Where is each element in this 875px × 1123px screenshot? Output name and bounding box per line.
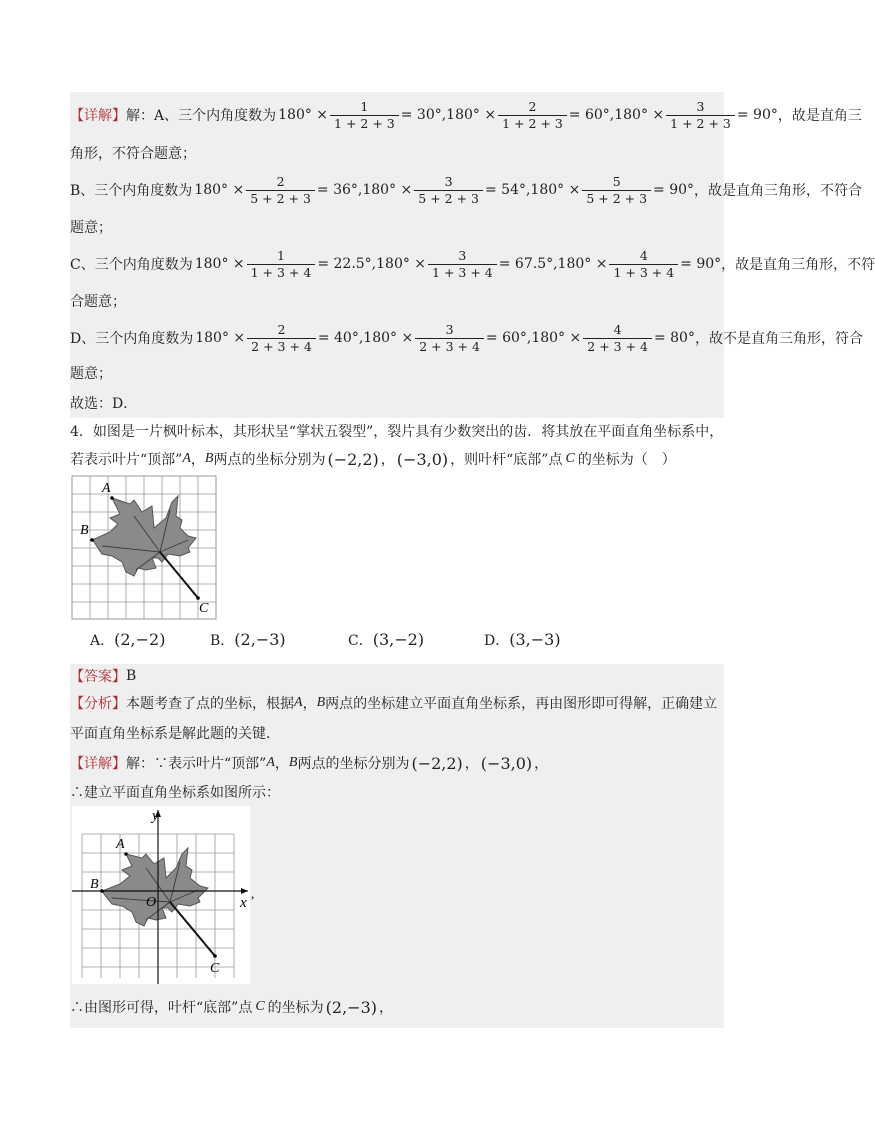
fig2-label-x: x (240, 895, 247, 911)
line-a-wrap (70, 136, 724, 170)
fraction (498, 99, 567, 131)
q4-text: ，则叶杆“底部”点 (450, 452, 563, 468)
line-lead: B、三个内角度数为 (70, 183, 193, 199)
fig2-label-a: A (116, 837, 125, 852)
fraction (583, 322, 652, 354)
fig1-label-c: C (199, 601, 209, 616)
q4-text: 两点的坐标分别为 (213, 452, 326, 468)
q4-line2 (70, 444, 724, 474)
numerator: 4 (639, 247, 648, 263)
analysis-text: 本题考查了点的坐标，根据 (126, 696, 294, 712)
line-d (70, 318, 863, 358)
line-c (70, 244, 875, 284)
expr-end: = 90° (653, 182, 695, 198)
denominator: 5 + 2 + 3 (582, 190, 651, 207)
denominator: 5 + 2 + 3 (246, 190, 315, 207)
numerator: 2 (277, 321, 286, 337)
denominator: 5 + 2 + 3 (414, 190, 483, 207)
numerator: 3 (696, 98, 705, 114)
line-b (70, 170, 863, 210)
point-b-dot (100, 889, 104, 893)
point-a-dot (110, 496, 114, 500)
solution-block-1 (70, 92, 875, 418)
numerator: 5 (612, 173, 621, 189)
fig2-label-origin: O (146, 895, 157, 910)
denominator: 1 + 3 + 4 (247, 264, 316, 281)
coord-c: (2,−3) (325, 997, 378, 1017)
detail2-text: ∴由图形可得，叶杆“底部”点 (70, 1000, 253, 1016)
expr-end: = 90° (736, 107, 778, 123)
fraction (247, 248, 316, 280)
expr-mid: = 54°,180° × (484, 182, 581, 198)
point-b-label: B (316, 695, 326, 710)
point-b-dot (90, 538, 94, 542)
document-page (70, 92, 875, 1028)
expr-mid: = 67.5°,180° × (498, 256, 608, 272)
numerator: 4 (613, 321, 622, 337)
option-letter: B． (210, 633, 235, 649)
fraction (428, 248, 497, 280)
fraction (246, 174, 315, 206)
fraction (666, 99, 735, 131)
denominator: 2 + 3 + 4 (583, 338, 652, 355)
option-letter: C． (348, 633, 373, 649)
q4-text: 的坐标为（ ） (577, 452, 676, 468)
fraction (582, 174, 651, 206)
detail2-text: ∴建立平面直角坐标系如图所示： (70, 785, 280, 801)
question-4 (70, 418, 724, 658)
numerator: 3 (445, 321, 454, 337)
solution-block-2 (70, 664, 724, 1028)
coord-a: (−2,2) (327, 449, 379, 469)
answer-label: 【答案】 (70, 669, 126, 685)
figure-2-wrap (70, 806, 724, 986)
detail2-line2 (70, 778, 724, 806)
point-c-dot (196, 596, 200, 600)
q4-text: 4．如图是一片枫叶标本，其形状呈“掌状五裂型”，裂片具有少数突出的齿．将其放在平面直角坐标系中， (70, 424, 724, 440)
line-lead: C、三个内角度数为 (70, 257, 193, 273)
numerator: 1 (277, 247, 285, 263)
choice-line (70, 388, 724, 418)
option-b[interactable] (210, 630, 286, 650)
choice-text: 故选：D． (70, 396, 138, 412)
figure-1-wrap (70, 474, 724, 624)
denominator: 1 + 2 + 3 (330, 115, 399, 132)
analysis-line1 (70, 688, 724, 718)
option-c[interactable] (348, 630, 424, 650)
maple-leaf-grid-figure (72, 476, 218, 621)
option-letter: A． (90, 633, 115, 649)
numerator: 1 (360, 98, 369, 114)
coord-b: (−3,0) (396, 449, 449, 469)
separator: ， (274, 756, 289, 772)
fig1-label-a: A (102, 481, 111, 496)
expr-mid: = 22.5°,180° × (317, 256, 427, 272)
answer-line (70, 664, 724, 688)
line-lead: D、三个内角度数为 (70, 331, 194, 347)
option-a[interactable] (90, 630, 165, 650)
line-tail: ，故是直角三角形，不符 (721, 257, 875, 273)
detail-label: 【详解】 (70, 108, 126, 124)
denominator: 2 + 3 + 4 (247, 338, 316, 355)
separator: ， (379, 1000, 394, 1016)
expr-mid: = 36°,180° × (316, 182, 413, 198)
line-tail: ，故是直角三角形，不符合 (694, 183, 863, 199)
option-value: (3,−2) (372, 630, 425, 649)
point-a-dot (124, 852, 128, 856)
line-b-wrap (70, 210, 724, 244)
line-wrap-text: 题意； (70, 220, 112, 236)
line-tail: ，故是直角三 (777, 108, 862, 124)
detail-intro: 解：A、三个内角度数为 (126, 108, 277, 124)
analysis-text: 平面直角坐标系是解此题的关键． (70, 726, 280, 742)
line-wrap-text: 题意； (70, 366, 112, 382)
expr-mid: = 60°,180° × (568, 107, 665, 123)
line-tail: ，故不是直角三角形，符合 (694, 331, 863, 347)
detail2-text: 的坐标为 (267, 1000, 324, 1016)
fig2-label-b: B (90, 877, 99, 892)
fraction (609, 248, 678, 280)
separator: ， (302, 696, 317, 712)
line-d-wrap (70, 358, 724, 388)
denominator: 1 + 2 + 3 (498, 115, 567, 132)
fraction (330, 99, 399, 131)
numerator: 2 (528, 98, 537, 114)
fraction (415, 322, 484, 354)
expr-prefix: 180° × (195, 330, 246, 346)
expr-end: = 80° (653, 330, 695, 346)
numerator: 3 (458, 247, 467, 263)
separator: ， (380, 452, 395, 468)
detail2-label: 【详解】 (70, 756, 126, 772)
fig1-label-b: B (80, 523, 89, 538)
line-c-wrap (70, 284, 724, 318)
expr-prefix: 180° × (194, 182, 245, 198)
detail2-line3 (70, 986, 724, 1028)
point-a-label: A (182, 451, 191, 466)
analysis-line2 (70, 718, 724, 748)
detail2-text: 解：∵表示叶片“顶部” (126, 756, 267, 772)
separator: ， (190, 452, 205, 468)
option-value: (2,−2) (114, 630, 166, 649)
numerator: 2 (276, 173, 285, 189)
option-letter: D． (484, 633, 510, 649)
expr-prefix: 180° × (278, 107, 329, 123)
detail2-line1 (70, 748, 724, 778)
option-d[interactable] (484, 630, 561, 650)
coordinate-figure (72, 806, 258, 986)
fig2-trailing-comma: , (251, 886, 255, 901)
line-wrap-text: 角形，不符合题意； (70, 146, 196, 162)
denominator: 2 + 3 + 4 (415, 338, 484, 355)
analysis-label: 【分析】 (70, 696, 126, 712)
denominator: 1 + 3 + 4 (428, 264, 497, 281)
separator: ， (534, 756, 549, 772)
expr-prefix: 180° × (194, 256, 245, 272)
analysis-text: 两点的坐标建立平面直角坐标系，再由图形即可得解，正确建立 (325, 696, 718, 712)
option-value: (3,−3) (509, 630, 561, 649)
q4-line1 (70, 418, 724, 444)
fig2-label-c: C (210, 961, 220, 976)
point-c-label: C (255, 999, 265, 1014)
point-c-label: C (565, 451, 575, 466)
point-b-label: B (204, 451, 214, 466)
denominator: 1 + 2 + 3 (666, 115, 735, 132)
denominator: 1 + 3 + 4 (609, 264, 678, 281)
answer-value: B (126, 668, 137, 684)
fig2-label-y: y (152, 808, 159, 824)
point-b-label: B (288, 755, 298, 770)
separator: ， (464, 756, 479, 772)
option-value: (2,−3) (234, 630, 286, 649)
q4-text: 若表示叶片“顶部” (70, 452, 183, 468)
options-row (70, 624, 724, 658)
point-a-label: A (266, 755, 275, 770)
coord-a: (−2,2) (411, 753, 463, 773)
expr-mid: = 30°,180° × (400, 107, 497, 123)
expr-mid: = 40°,180° × (317, 330, 414, 346)
coord-b: (−3,0) (480, 753, 533, 773)
numerator: 3 (444, 173, 453, 189)
line-a (70, 94, 862, 136)
expr-mid: = 60°,180° × (485, 330, 582, 346)
point-a-label: A (294, 695, 303, 710)
fraction (414, 174, 483, 206)
detail2-text: 两点的坐标分别为 (297, 756, 410, 772)
point-c-dot (213, 954, 217, 958)
line-wrap-text: 合题意； (70, 294, 126, 310)
expr-end: = 90° (680, 256, 722, 272)
fraction (247, 322, 316, 354)
